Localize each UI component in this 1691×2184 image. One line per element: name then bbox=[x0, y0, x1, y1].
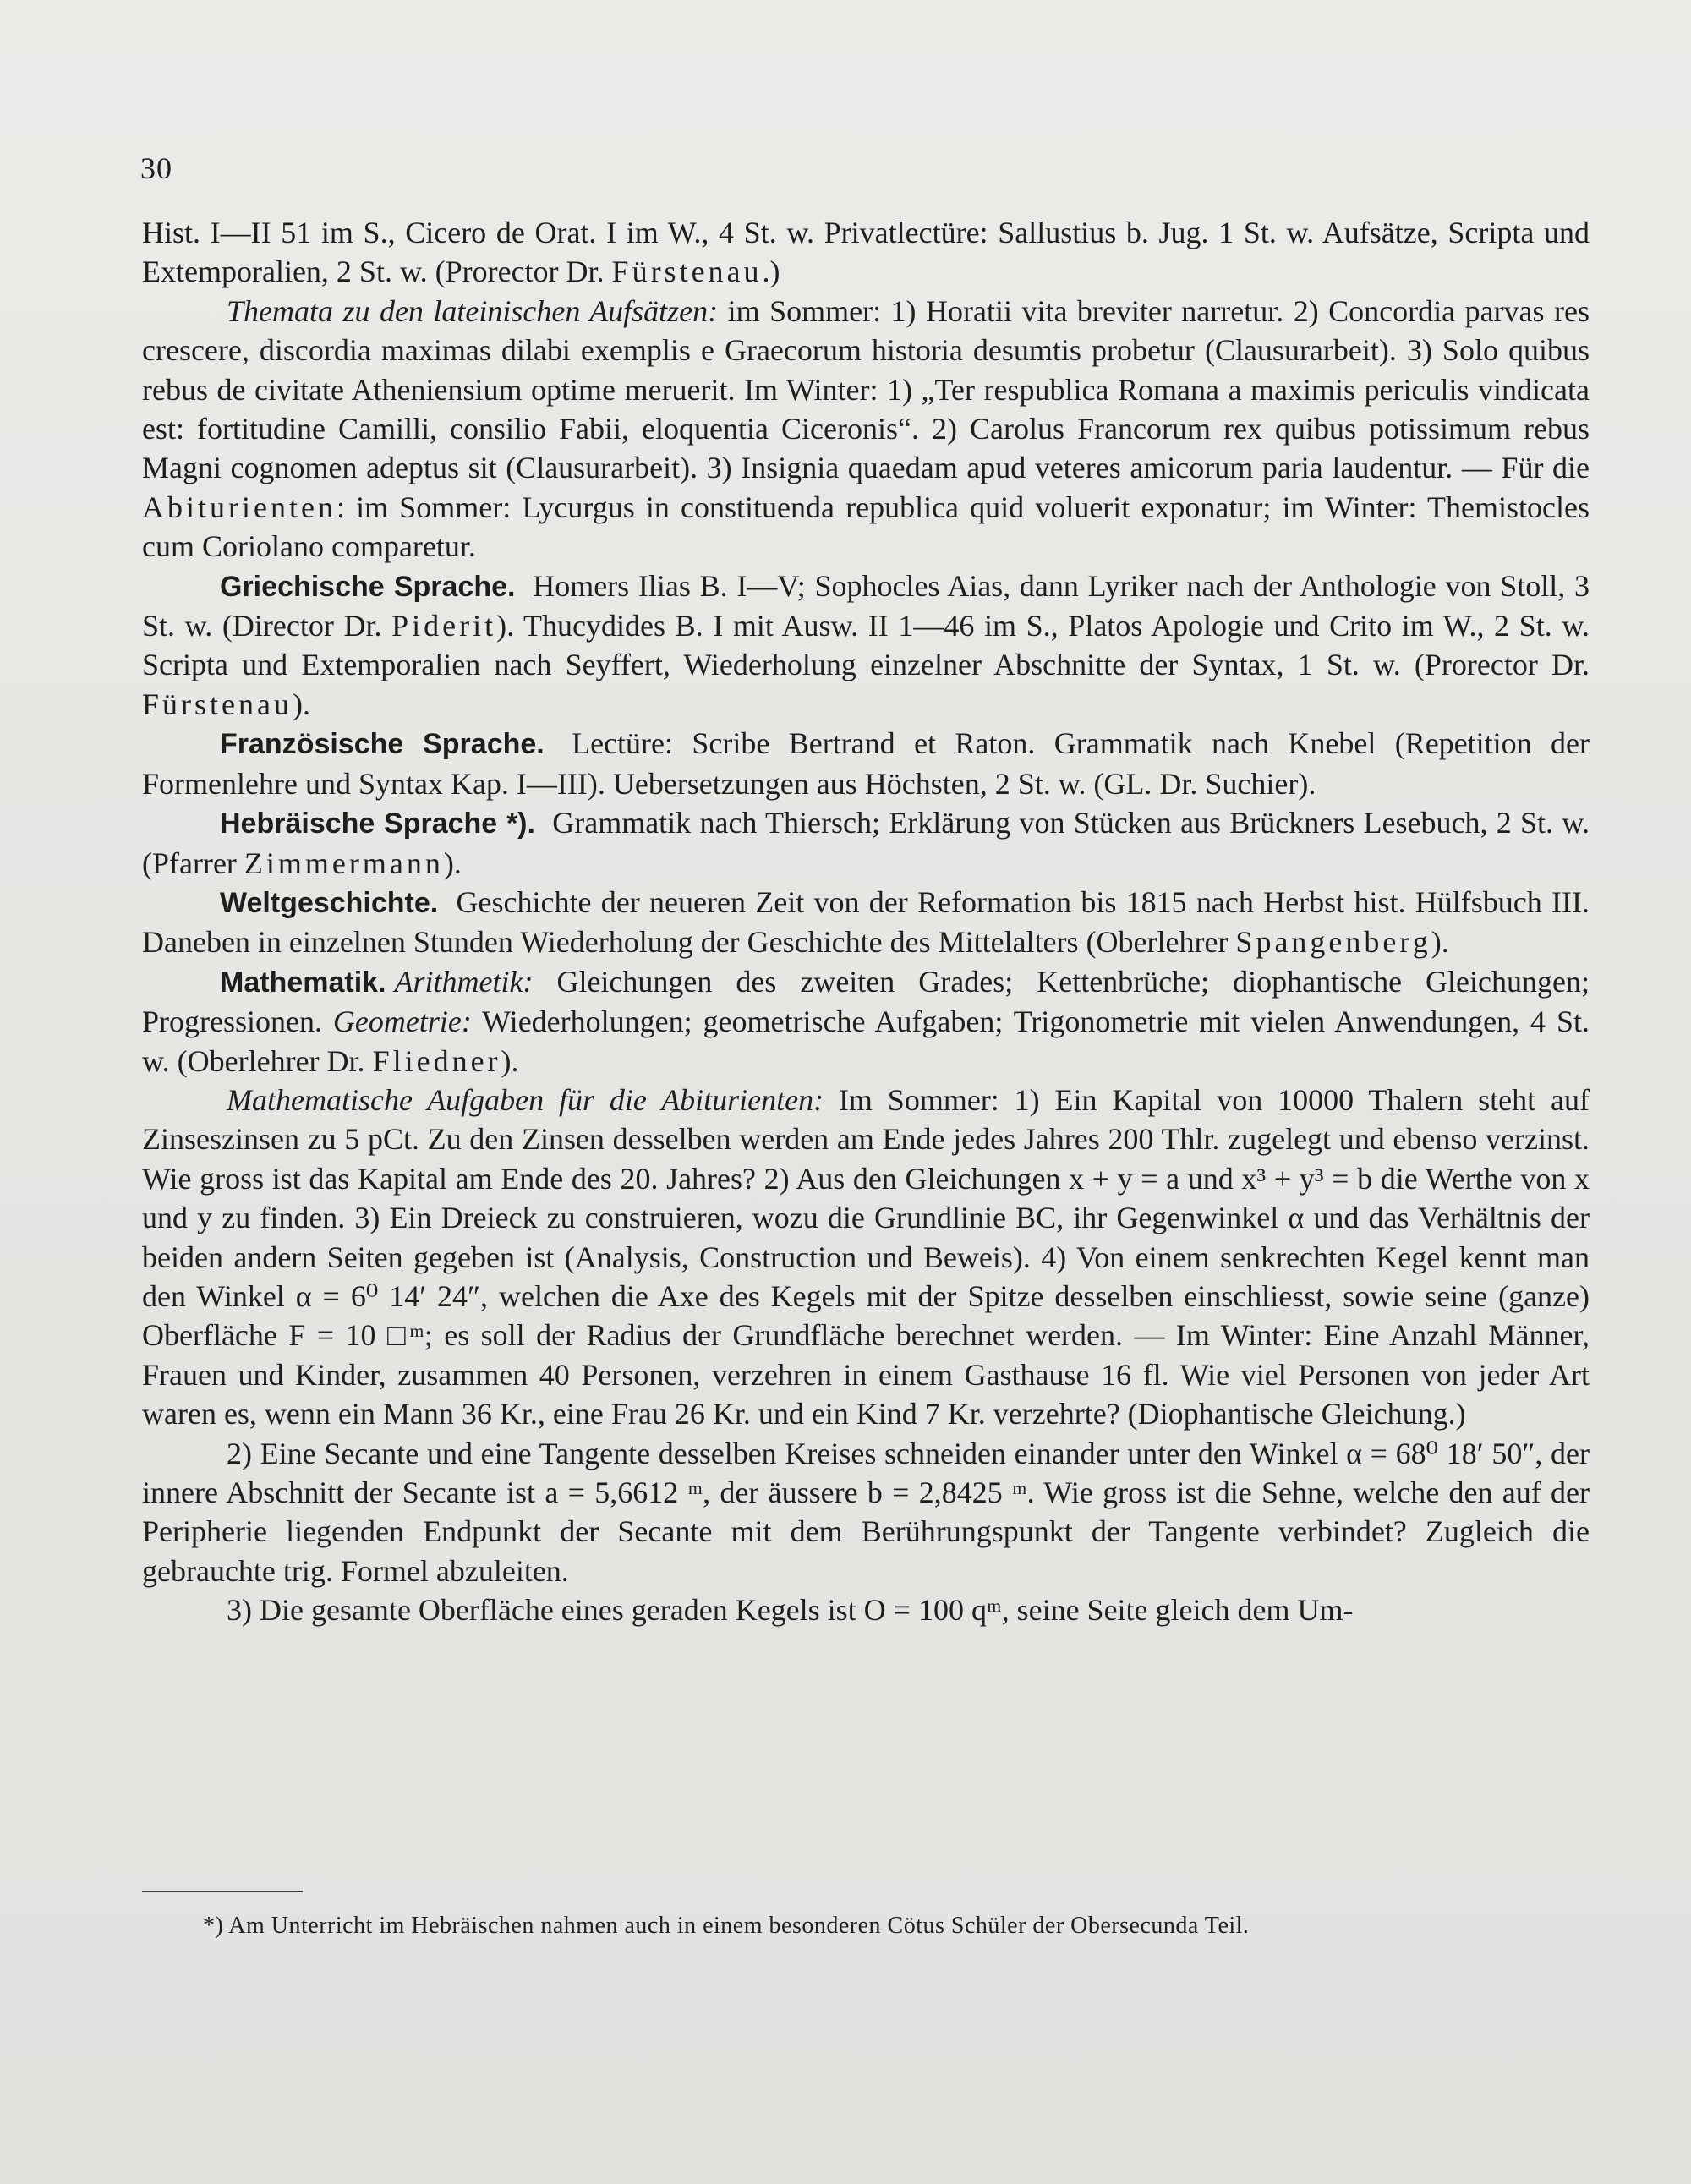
hebraeisch-text-end: ). bbox=[443, 846, 462, 880]
themata-paragraph bbox=[142, 292, 1590, 567]
teacher-name: Spangenberg bbox=[1235, 925, 1431, 960]
griechisch-text-2: ). Thucydides B. I mit Ausw. II 1—46 im S., Platos Apologie und Crito im W., 2 St. w. Scripta und Extemporalien nach Seyffert, Wiederholung einzelner Abschnitte der Syntax, 1 St. w. (Prorector Dr. bbox=[142, 609, 1590, 682]
aufgaben-label: Mathematische Aufgaben für die Abiturienten: bbox=[227, 1082, 824, 1117]
weltgeschichte-text: Geschichte der neueren Zeit von der Reformation bis 1815 nach Herbst hist. Hülfsbuch III. Daneben in einzelnen Stunden Wiederholung der Geschichte des Mittelalters (Oberlehrer bbox=[142, 884, 1590, 960]
mathematik-text: Gleichungen des zweiten Grades; Kettenbrüche; diophantische Gleichungen; Progressionen. bbox=[142, 964, 1590, 1039]
weltgeschichte-text-end: ). bbox=[1431, 925, 1449, 960]
page-number: 30 bbox=[140, 151, 172, 185]
footnote: *) Am Unterricht im Hebräischen nahmen auch in einem besonderen Cötus Schüler der Obersecunda Teil. bbox=[203, 1913, 1250, 1939]
latin-text-end: .) bbox=[762, 255, 780, 289]
themata-text: im Sommer: 1) Horatii vita breviter narretur. 2) Concordia parvas res crescere, discordia maximas dilabi exemplis e Graecorum historia desumtis probetur (Clausurarbeit). 3) Solo quibus rebus de civitate Atheniensium optime meruerit. Im Winter: 1) „Ter respublica Romana a maximis periculis vindicata est: fortitudine Camilli, consilio Fabii, eloquentia Ciceronis“. 2) Carolus Francorum rex quibus potissimum rebus Magni cognomen adeptus sit (Clausurarbeit). 3) Insignia quaedam apud veteres amicorum paria laudentur. — Für die bbox=[142, 293, 1590, 485]
mathematik-paragraph bbox=[142, 962, 1590, 1081]
mathematik-text-end: ). bbox=[501, 1043, 519, 1078]
aufgaben-paragraph bbox=[142, 1081, 1590, 1434]
teacher-name: Fliedner bbox=[372, 1043, 501, 1078]
section-heading-franzoesisch: Französische Sprache. bbox=[220, 728, 545, 761]
griechisch-paragraph bbox=[142, 567, 1590, 725]
teacher-name: Piderit bbox=[391, 609, 497, 643]
geometrie-label: Geometrie: bbox=[332, 1004, 472, 1039]
aufgaben-text: Im Sommer: 1) Ein Kapital von 10000 Thalern steht auf Zinseszinsen zu 5 pCt. Zu den Zinsen desselben werden am Ende jedes Jahres 200 Thlr. zugelegt und ebenso verzinst. Wie gross ist das Kapital am Ende des 20. Jahres? 2) Aus den Gleichungen x + y = a und x³ + y³ = b die Werthe von x und y zu finden. 3) Ein Dreieck zu construieren, wozu die Grundlinie BC, ihr Gegenwinkel α und das Verhältnis der beiden andern Seiten gegeben ist (Analysis, Construction und Beweis). 4) Von einem senkrechten Kegel kennt man den Winkel α = 6⁰ 14′ 24″, welchen die Axe des Kegels mit der Spitze desselben einschliesst, sowie seine (ganze) Oberfläche F = 10 □ᵐ; es soll der Radius der Grundfläche berechnet werden. — Im Winter: Eine Anzahl Männer, Frauen und Kinder, zusammen 40 Personen, verzehren in einem Gasthause 16 fl. Wie viel Personen von jeder Art waren es, wenn ein Mann 36 Kr., eine Frau 26 Kr. und ein Kind 7 Kr. verzehrte? (Diophantische Gleichung.) bbox=[142, 1082, 1590, 1431]
hebraeisch-paragraph bbox=[142, 803, 1590, 883]
franzoesisch-text: Lectüre: Scribe Bertrand et Raton. Grammatik nach Knebel (Repetition der Formenlehre und Syntax Kap. I—III). Uebersetzungen aus Höchsten, 2 St. w. (GL. Dr. Suchier). bbox=[142, 726, 1590, 801]
hebraeisch-text: Grammatik nach Thiersch; Erklärung von Stücken aus Brückners Lesebuch, 2 St. w. (Pfarrer bbox=[142, 806, 1590, 880]
teacher-name: Fürstenau bbox=[142, 687, 293, 721]
abiturienten-word: Abiturienten bbox=[142, 490, 337, 524]
themata-text-end: : im Sommer: Lycurgus in constituenda republica quid voluerit exponatur; im Winter: Themistocles cum Coriolano comparetur. bbox=[142, 490, 1590, 564]
section-heading-griechisch: Griechische Sprache. bbox=[220, 570, 516, 603]
section-heading-hebraeisch: Hebräische Sprache *). bbox=[220, 807, 535, 840]
teacher-name: Zimmermann bbox=[244, 846, 444, 880]
latin-text: Hist. I—II 51 im S., Cicero de Orat. I im W., 4 St. w. Privatlectüre: Sallustius b. Jug. 1 St. w. Aufsätze, Scripta und Extemporalien, 2 St. w. (Prorector Dr. bbox=[142, 216, 1590, 289]
griechisch-text: Homers Ilias B. I—V; Sophocles Aias, dann Lyriker nach der Anthologie von Stoll, 3 St. w. (Director Dr. bbox=[142, 568, 1590, 643]
section-heading-mathematik: Mathematik. bbox=[220, 966, 386, 999]
franzoesisch-paragraph bbox=[142, 724, 1590, 803]
arithmetik-label: Arithmetik: bbox=[394, 964, 534, 999]
latin-paragraph-end bbox=[142, 213, 1590, 292]
page-body bbox=[142, 213, 1590, 1630]
themata-label: Themata zu den lateinischen Aufsätzen: bbox=[227, 293, 719, 328]
section-heading-weltgeschichte: Weltgeschichte. bbox=[220, 886, 439, 919]
aufgabe-2-paragraph: 2) Eine Secante und eine Tangente desselben Kreises schneiden einander unter den Winkel α = 68⁰ 18′ 50″, der innere Abschnitt der Secante ist a = 5,6612 ᵐ, der äussere b = 2,8425 ᵐ. Wie gross ist die Sehne, welche den auf der Peripherie liegenden Endpunkt der Secante mit dem Berührungspunkt der Tangente verbindet? Zugleich die gebrauchte trig. Formel abzuleiten. bbox=[142, 1436, 1590, 1588]
mathematik-text-2: Wiederholungen; geometrische Aufgaben; Trigonometrie mit vielen Anwendungen, 4 St. w. (Oberlehrer Dr. bbox=[142, 1004, 1590, 1078]
griechisch-text-end: ). bbox=[292, 687, 310, 721]
aufgabe-3-paragraph: 3) Die gesamte Oberfläche eines geraden Kegels ist O = 100 qᵐ, seine Seite gleich dem Um- bbox=[227, 1593, 1354, 1628]
teacher-name: Fürstenau bbox=[611, 255, 763, 289]
footnote-rule bbox=[142, 1891, 303, 1892]
weltgeschichte-paragraph bbox=[142, 883, 1590, 962]
